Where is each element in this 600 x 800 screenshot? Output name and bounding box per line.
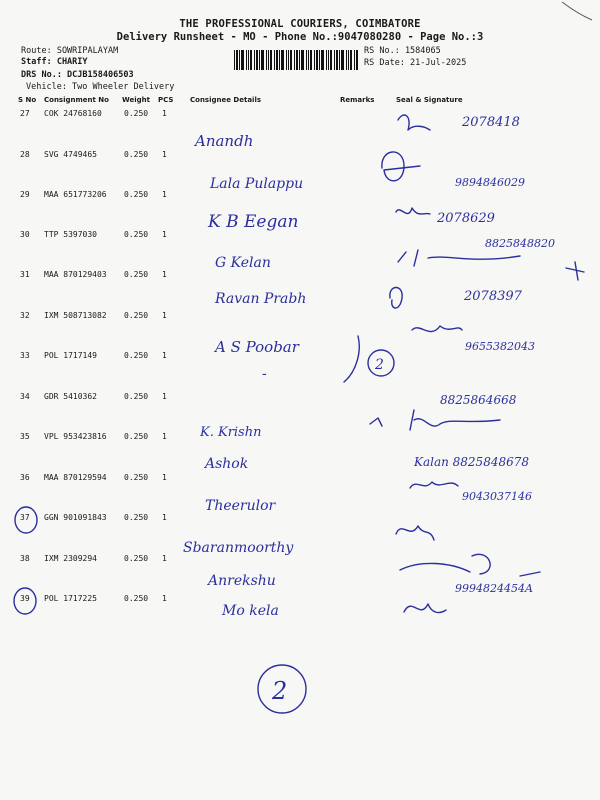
seal-signature-scribble	[398, 250, 520, 266]
seal-phone-number: 9994824454A	[455, 582, 533, 595]
row-consignment: MAA 870129403	[44, 270, 107, 279]
row-sno: 29	[20, 190, 30, 199]
row-pcs: 1	[162, 554, 167, 563]
row-sno: 39	[20, 594, 30, 603]
table-row	[0, 270, 600, 284]
table-row	[0, 190, 600, 204]
row-sno: 38	[20, 554, 30, 563]
row-consignment: POL 1717225	[44, 594, 97, 603]
row-sno: 36	[20, 473, 30, 482]
row-pcs: 1	[162, 150, 167, 159]
col-consignment-header: Consignment No	[44, 96, 109, 104]
seal-phone-number: Kalan 8825848678	[414, 455, 530, 469]
row-consignment: VPL 953423816	[44, 432, 107, 441]
staff-label: Staff: CHARIY	[21, 57, 88, 67]
consignee-signature: Theerulor	[205, 498, 276, 514]
rs-number: RS No.: 1584065	[364, 46, 441, 56]
barcode-image	[234, 50, 358, 70]
table-row	[0, 351, 600, 365]
row-sno: 32	[20, 311, 30, 320]
row-sno: 34	[20, 392, 30, 401]
row-consignment: GGN 901091843	[44, 513, 107, 522]
consignee-signature: -	[262, 366, 267, 382]
row-consignment: IXM 508713082	[44, 311, 107, 320]
row-sno: 31	[20, 270, 30, 279]
seal-phone-number: 9043037146	[462, 490, 532, 503]
row-pcs: 1	[162, 432, 167, 441]
drs-number: DRS No.: DCJB158406503	[21, 70, 134, 80]
row-pcs: 1	[162, 594, 167, 603]
row-weight: 0.250	[124, 109, 149, 118]
page-number-mark: 2	[272, 677, 288, 705]
consignee-signature: Sbaranmoorthy	[183, 540, 294, 556]
table-row	[0, 473, 600, 487]
row-pcs: 1	[162, 109, 167, 118]
seal-signature-scribble	[396, 526, 434, 540]
row-pcs: 1	[162, 392, 167, 401]
row-weight: 0.250	[124, 311, 149, 320]
consignee-signature: Lala Pulappu	[210, 176, 304, 192]
row-sno: 35	[20, 432, 30, 441]
row-pcs: 1	[162, 270, 167, 279]
table-row	[0, 109, 600, 123]
col-consignee-header: Consignee Details	[190, 96, 262, 104]
col-remarks-header: Remarks	[340, 96, 375, 104]
consignee-signature: Anrekshu	[208, 573, 276, 589]
seal-phone-number: 8825864668	[440, 393, 517, 407]
seal-phone-number: 8825848820	[485, 237, 555, 250]
row-weight: 0.250	[124, 270, 149, 279]
row-pcs: 1	[162, 351, 167, 360]
row-consignment: IXM 2309294	[44, 554, 97, 563]
seal-signature-scribble	[390, 288, 402, 309]
col-sno-header: S No	[18, 96, 37, 104]
consignee-signature: Ravan Prabh	[215, 291, 307, 307]
table-row	[0, 594, 600, 608]
row-weight: 0.250	[124, 392, 149, 401]
remark-scribble	[370, 418, 382, 426]
table-row	[0, 554, 600, 568]
row-consignment: POL 1717149	[44, 351, 97, 360]
consignee-signature: Mo kela	[222, 603, 279, 619]
seal-phone-number: 2078418	[462, 115, 520, 130]
row-consignment: MAA 870129594	[44, 473, 107, 482]
table-row	[0, 311, 600, 325]
page-circle-mark	[258, 665, 306, 713]
rs-date: RS Date: 21-Jul-2025	[364, 58, 467, 68]
seal-phone-number: 9655382043	[465, 340, 535, 353]
seal-signature-scribble	[410, 410, 500, 430]
col-weight-header: Weight	[122, 96, 150, 104]
row-weight: 0.250	[124, 554, 149, 563]
row-consignment: COK 24768160	[44, 109, 102, 118]
consignee-signature: G Kelan	[215, 255, 271, 271]
row-sno: 33	[20, 351, 30, 360]
consignee-signature: Ashok	[205, 456, 249, 472]
consignee-signature: K. Krishn	[200, 425, 262, 440]
remark-number-mark: 2	[375, 357, 384, 373]
vehicle-label: Vehicle: Two Wheeler Delivery	[26, 82, 175, 92]
seal-phone-number: 2078397	[464, 289, 522, 304]
row-pcs: 1	[162, 190, 167, 199]
row-sno: 37	[20, 513, 30, 522]
table-row	[0, 392, 600, 406]
consignee-signature: Anandh	[195, 132, 254, 150]
route-label: Route: SOWRIPALAYAM	[21, 46, 119, 56]
row-pcs: 1	[162, 513, 167, 522]
row-consignment: TTP 5397030	[44, 230, 97, 239]
seal-phone-number: 9894846029	[455, 176, 525, 189]
row-sno: 27	[20, 109, 30, 118]
col-pcs-header: PCS	[158, 96, 174, 104]
table-row	[0, 150, 600, 164]
seal-signature-scribble	[396, 208, 430, 214]
runsheet-title: THE PROFESSIONAL COURIERS, COIMBATORE	[179, 18, 421, 30]
row-weight: 0.250	[124, 150, 149, 159]
row-weight: 0.250	[124, 190, 149, 199]
row-consignment: GDR 5410362	[44, 392, 97, 401]
seal-signature-scribble	[412, 326, 462, 332]
row-weight: 0.250	[124, 513, 149, 522]
table-row	[0, 513, 600, 527]
consignee-signature: K B Eegan	[208, 212, 299, 232]
row-pcs: 1	[162, 230, 167, 239]
row-pcs: 1	[162, 473, 167, 482]
table-row	[0, 230, 600, 244]
row-weight: 0.250	[124, 432, 149, 441]
table-row	[0, 432, 600, 446]
row-weight: 0.250	[124, 351, 149, 360]
row-weight: 0.250	[124, 594, 149, 603]
row-weight: 0.250	[124, 473, 149, 482]
row-consignment: MAA 651773206	[44, 190, 107, 199]
row-sno: 28	[20, 150, 30, 159]
row-consignment: SVG 4749465	[44, 150, 97, 159]
seal-phone-number: 2078629	[437, 211, 495, 226]
row-pcs: 1	[162, 311, 167, 320]
runsheet-subtitle: Delivery Runsheet - MO - Phone No.:9047080280 - Page No.:3	[116, 31, 484, 43]
consignee-signature: A S Poobar	[215, 338, 299, 356]
row-sno: 30	[20, 230, 30, 239]
row-weight: 0.250	[124, 230, 149, 239]
col-seal-header: Seal & Signature	[396, 96, 463, 104]
